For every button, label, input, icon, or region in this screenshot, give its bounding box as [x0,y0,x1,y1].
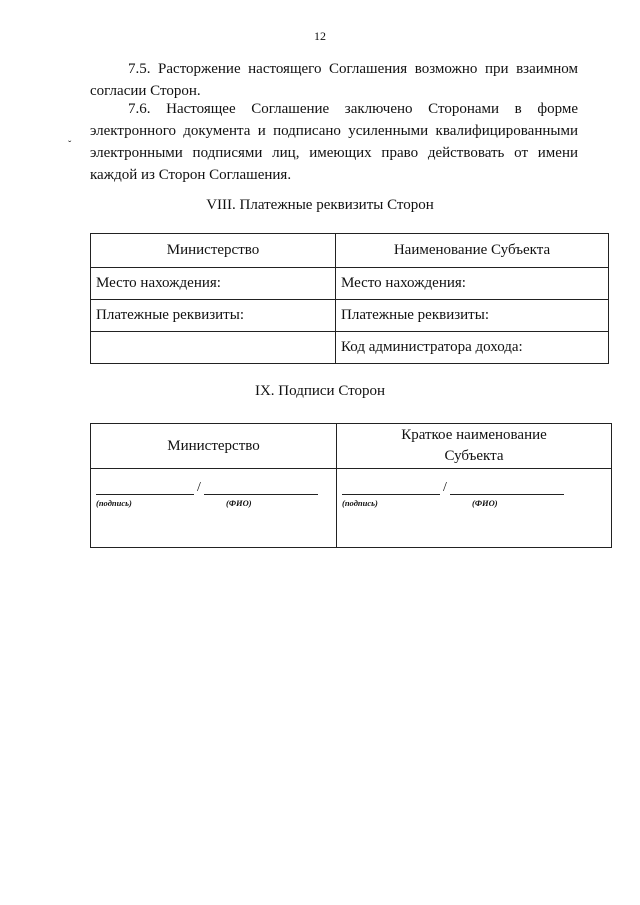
table-header-row [91,424,612,469]
signature-captions [342,498,606,508]
table-cell: Код администратора дохода: [336,332,609,364]
scan-mark: ˇ [68,140,72,151]
header-ministry: Министерство [91,234,336,268]
header-subject: Наименование Субъекта [336,234,609,268]
signature-captions [96,498,331,508]
section-9-title: IX. Подписи Сторон [254,383,386,399]
payment-details-table [90,233,609,364]
slash-separator: / [443,480,447,495]
caption-name: (ФИО) [472,498,498,508]
table-row [91,332,609,364]
caption-name: (ФИО) [226,498,252,508]
caption-signature: (подпись) [96,498,132,508]
signatures-table [90,423,612,548]
paragraph-7-5: 7.5. Расторжение настоящего Соглашения возможно при взаимном согласии Сторон. [90,61,578,99]
name-line [450,482,564,495]
page-number: 12 [314,29,326,43]
table-cell: Платежные реквизиты: [91,300,336,332]
header-ministry: Министерство [91,424,337,469]
slash-separator: / [197,480,201,495]
table-cell: Место нахождения: [91,268,336,300]
signature-line [342,482,440,495]
subject-signature-cell [337,469,612,548]
table-header-row [91,234,609,268]
signature-row [91,469,612,548]
signature-line-group [96,481,331,495]
table-row [91,300,609,332]
table-cell: Платежные реквизиты: [336,300,609,332]
ministry-signature-cell [91,469,337,548]
name-line [204,482,318,495]
header-subject-line-2: Субъекта [444,448,504,464]
table-row [91,268,609,300]
header-subject-line-1: Краткое наименование [401,427,547,443]
table-cell: Место нахождения: [336,268,609,300]
header-subject-short-name [337,424,612,469]
table-cell [91,332,336,364]
caption-signature: (подпись) [342,498,378,508]
signature-line-group [342,481,606,495]
paragraph-7-6: 7.6. Настоящее Соглашение заключено Сторонами в форме электронного документа и подписано усиленными квалифицированными электронными подписями лиц, имеющих право действовать от имени каждой из Сторон Соглашения. [90,101,578,183]
signature-line [96,482,194,495]
section-8-title: VIII. Платежные реквизиты Сторон [206,197,434,213]
